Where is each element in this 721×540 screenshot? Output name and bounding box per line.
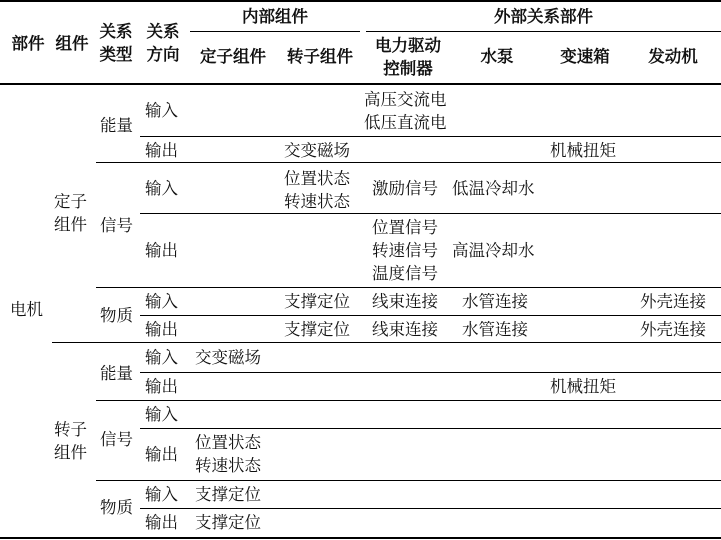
cell-s-matter-in-pump: 水管连接 [462, 292, 528, 311]
s-matter-out: 输出 [145, 320, 178, 339]
s-signal-in: 输入 [145, 179, 178, 198]
cell-r-signal-out-stator: 位置状态 转速状态 [195, 433, 261, 475]
cell-s-energy-out-rotor: 交变磁场 [284, 141, 350, 160]
cell-r-matter-out-stator: 支撑定位 [195, 513, 261, 532]
header-rel-type: 关系 类型 [99, 22, 133, 64]
rule-s-energy-signal [96, 162, 721, 163]
s-type-matter: 物质 [100, 306, 133, 325]
s-energy-out: 输出 [145, 141, 178, 160]
cell-r-matter-in-stator: 支撑定位 [195, 485, 261, 504]
bottom-rule [0, 537, 721, 539]
cell-s-matter-out-engine: 外壳连接 [640, 320, 706, 339]
s-type-signal: 信号 [100, 216, 133, 235]
stator-component-label: 定子 组件 [54, 192, 87, 234]
cell-s-signal-in-rotor: 位置状态 转速状态 [284, 169, 350, 211]
cell-s-energy-out-gearbox: 机械扭矩 [550, 141, 616, 160]
header-col-rotor: 转子组件 [287, 47, 353, 66]
component-divider [52, 342, 721, 343]
part-label: 电机 [10, 300, 43, 319]
cell-s-signal-out-pump: 高温冷却水 [452, 241, 535, 260]
cell-s-matter-out-pump: 水管连接 [462, 320, 528, 339]
rule-r-signal-matter [96, 480, 721, 481]
top-rule [0, 0, 721, 2]
cell-r-energy-out-gearbox: 机械扭矩 [550, 377, 616, 396]
r-energy-out: 输出 [145, 377, 178, 396]
header-col-stator: 定子组件 [200, 47, 266, 66]
rule-s-signal-mid [140, 213, 721, 214]
rule-r-signal-mid [140, 428, 721, 429]
r-matter-out: 输出 [145, 513, 178, 532]
rule-r-matter-mid [140, 508, 721, 509]
s-signal-out: 输出 [145, 241, 178, 260]
header-external-group: 外部关系部件 [494, 7, 593, 26]
r-energy-in: 输入 [145, 348, 178, 367]
header-col-engine: 发动机 [648, 47, 698, 66]
rule-s-energy-mid [140, 136, 721, 137]
header-internal-group: 内部组件 [242, 7, 308, 26]
header-col-gearbox: 变速箱 [560, 47, 610, 66]
header-col-controller: 电力驱动 控制器 [375, 36, 441, 78]
header-component: 组件 [55, 34, 89, 53]
cell-s-signal-in-controller: 激励信号 [372, 179, 438, 198]
cell-s-matter-in-controller: 线束连接 [372, 292, 438, 311]
header-rel-dir: 关系 方向 [146, 22, 180, 64]
cell-s-matter-in-rotor: 支撑定位 [284, 292, 350, 311]
r-type-signal: 信号 [100, 430, 133, 449]
internal-group-underline [190, 31, 360, 32]
s-energy-in: 输入 [145, 101, 178, 120]
r-signal-out: 输出 [145, 445, 178, 464]
rule-s-signal-matter [96, 287, 721, 288]
rotor-component-label: 转子 组件 [54, 420, 87, 462]
cell-s-signal-out-controller: 位置信号 转速信号 温度信号 [372, 218, 438, 283]
r-type-matter: 物质 [100, 498, 133, 517]
cell-s-matter-in-engine: 外壳连接 [640, 292, 706, 311]
s-type-energy: 能量 [100, 116, 133, 135]
cell-r-energy-in-stator: 交变磁场 [195, 348, 261, 367]
external-group-underline [366, 31, 721, 32]
r-signal-in: 输入 [145, 405, 178, 424]
s-matter-in: 输入 [145, 292, 178, 311]
header-bottom-rule [0, 83, 721, 85]
cell-s-signal-in-pump: 低温冷却水 [452, 179, 535, 198]
header-col-pump: 水泵 [480, 47, 514, 66]
rule-r-energy-signal [96, 400, 721, 401]
rule-s-matter-mid [140, 315, 721, 316]
cell-s-matter-out-rotor: 支撑定位 [284, 320, 350, 339]
cell-s-energy-in-controller: 高压交流电 低压直流电 [364, 90, 447, 132]
header-part: 部件 [11, 34, 45, 53]
rule-r-energy-mid [140, 372, 721, 373]
r-type-energy: 能量 [100, 364, 133, 383]
r-matter-in: 输入 [145, 485, 178, 504]
cell-s-matter-out-controller: 线束连接 [372, 320, 438, 339]
